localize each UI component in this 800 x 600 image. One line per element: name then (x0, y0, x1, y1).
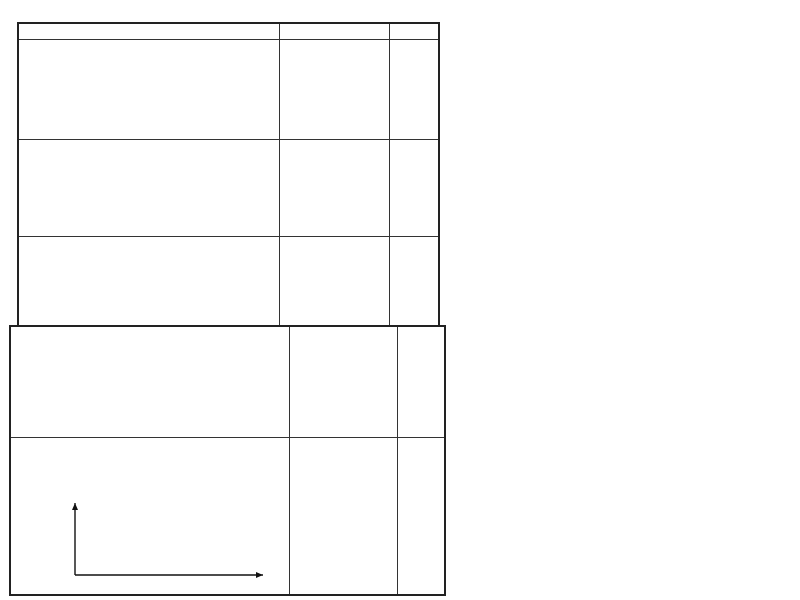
rpm-time-graph (23, 497, 273, 589)
question-sheet-top (17, 22, 440, 329)
divider (289, 327, 290, 594)
divider (19, 236, 438, 237)
question-3-text (19, 238, 279, 242)
x-axis-arrow (256, 572, 263, 578)
divider (279, 24, 280, 327)
divider (11, 437, 444, 438)
column-header-code (389, 24, 438, 39)
column-header-questions (19, 24, 279, 39)
divider (19, 139, 438, 140)
divider (397, 327, 398, 594)
question-1-text (19, 41, 279, 45)
question-4-text (11, 327, 289, 335)
y-axis-arrow (72, 503, 78, 510)
divider (19, 39, 438, 40)
question-2-text (19, 141, 279, 145)
divider (389, 24, 390, 327)
question-5-text (11, 439, 289, 447)
question-sheet-bottom (9, 325, 446, 596)
column-header-answers (279, 24, 389, 39)
